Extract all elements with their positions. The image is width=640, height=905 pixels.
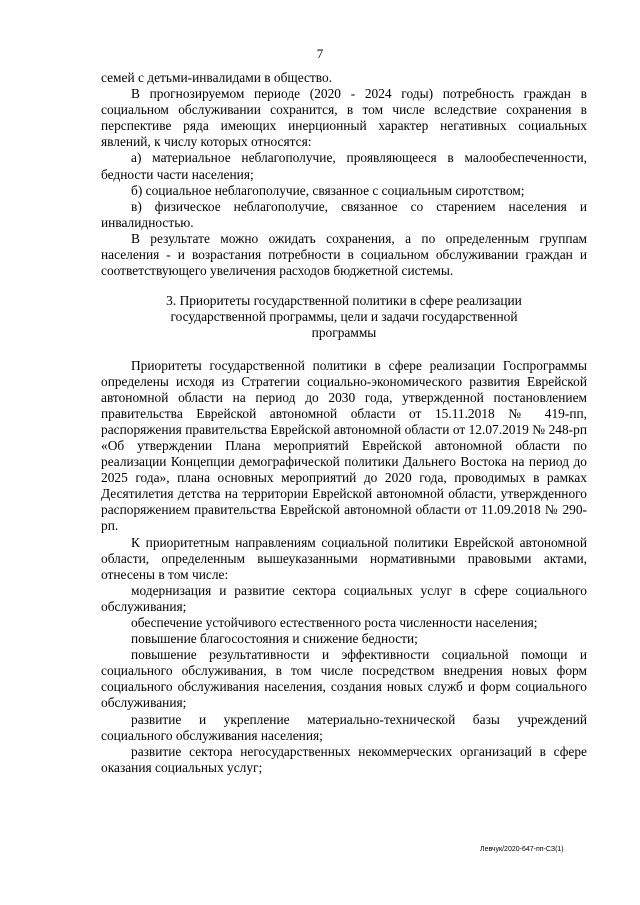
list-item: повышение благосостояния и снижение бедности; [131,631,418,647]
list-item: развитие сектора негосударственных некоммерческих организаций в сфере оказания социальных услуг; [101,743,587,775]
section-heading [101,293,587,341]
list-item: повышение результативности и эффективности социальной помощи и социального обслуживания, в том числе посредством внедрения новых форм социального обслуживания населения, создания новых служб и форм социального обслуживания; [101,647,587,711]
paragraph: В результате можно ожидать сохранения, а по определенным группам населения - и возрастания потребности в социальном обслуживании граждан и соответствующего увеличения расходов бюджетной системы. [101,230,587,279]
paragraph: Приоритеты государственной политики в сфере реализации Госпрограммы определены исходя из Стратегии социально-экономического развития Еврейской автономной области на период до 2030 года, утвержденной постановлением правительства Еврейской автономной области от 15.11.2018 № 419-пп, распоряжения правительства Еврейской автономной области от 12.07.2019 № 248-рп «Об утверждении Плана мероприятий Еврейской автономной области по реализации Концепции демографической политики Дальнего Востока на период до 2025 года», плана основных мероприятий до 2020 года, проводимых в рамках Десятилетия детства на территории Еврейской автономной области, утвержденного распоряжением правительства Еврейской автономной области от 11.09.2018 № 290-рп. [101,357,587,534]
document-code: Левчук/2020-647-пп-СЗ(1) [480,846,564,853]
section-heading-line: программы [311,325,377,341]
page-number: 7 [316,46,324,61]
section-heading-line: государственной программы, цели и задачи государственной [170,309,518,325]
list-item: развитие и укрепление материально-технической базы учреждений социального обслуживания населения; [101,711,587,743]
list-item: обеспечение устойчивого естественного роста численности населения; [131,615,538,630]
list-item: б) социальное неблагополучие, связанное с социальным сиротством; [131,182,525,198]
list-item: в) физическое неблагополучие, связанное со старением населения и инвалидностью. [101,198,587,230]
document-body [101,70,587,776]
section-heading-line: 3. Приоритеты государственной политики в сфере реализации [166,293,522,309]
list-item: а) материальное неблагополучие, проявляющееся в малообеспеченности, бедности части населения; [101,150,587,182]
paragraph: семей с детьми-инвалидами в общество. [101,70,333,85]
paragraph: В прогнозируемом периоде (2020 - 2024 годы) потребность граждан в социальном обслуживании сохранится, в том числе вследствие сохранения в перспективе ряда имеющих инерционный характер негативных социальных явлений, к числу которых относятся: [101,86,587,150]
paragraph: К приоритетным направлениям социальной политики Еврейской автономной области, определенным вышеуказанными нормативными правовыми актами, отнесены в том числе: [101,534,587,582]
list-item: модернизация и развитие сектора социальных услуг в сфере социального обслуживания; [101,582,587,614]
